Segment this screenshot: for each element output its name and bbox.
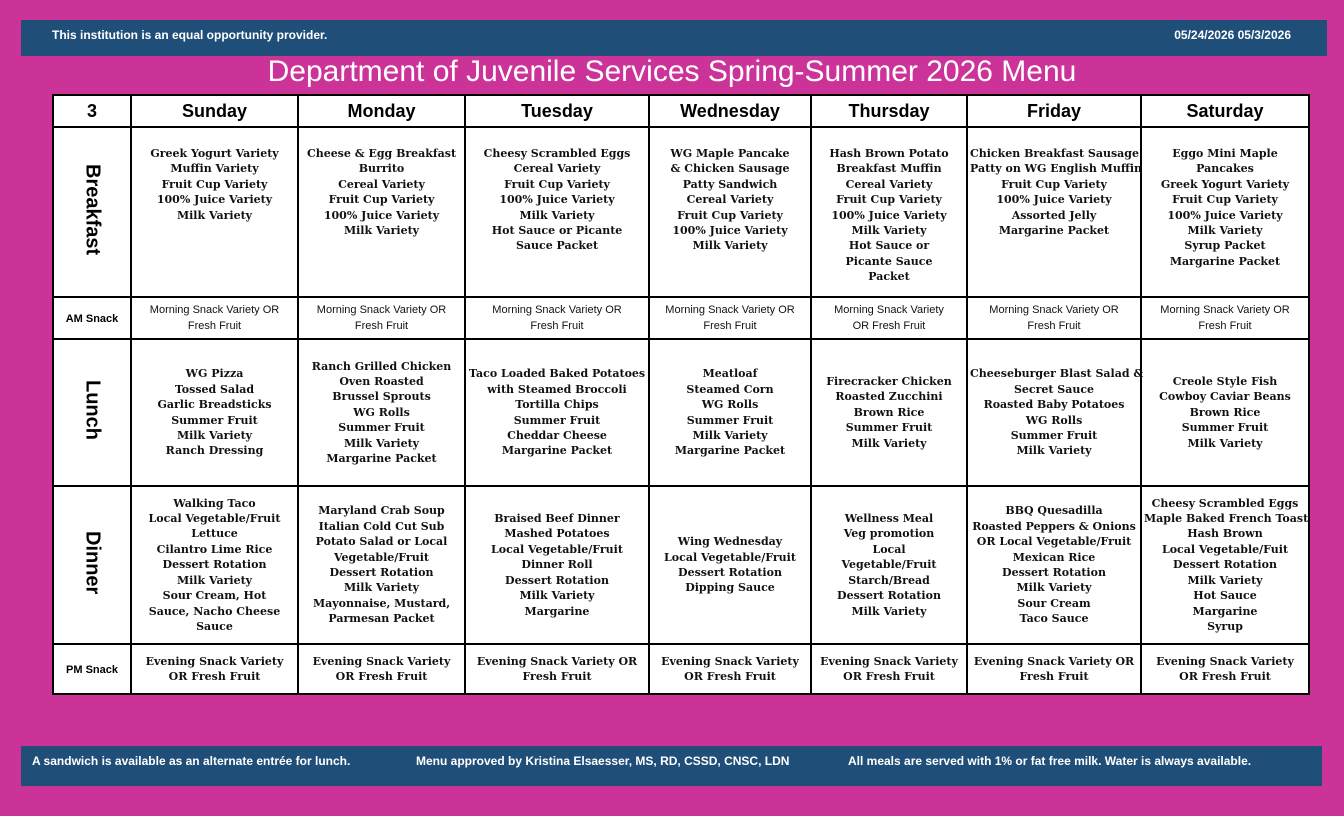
- menu-item: Dessert Rotation: [1173, 558, 1277, 572]
- menu-item: Fresh Fruit: [1019, 670, 1089, 683]
- menu-cell: [298, 297, 465, 339]
- menu-item: Milk Variety: [851, 224, 927, 238]
- menu-item: WG Rolls: [353, 405, 410, 419]
- menu-item: Assorted Jelly: [1011, 208, 1097, 222]
- menu-item: Fruit Cup Variety: [504, 177, 610, 191]
- menu-item: Milk Variety: [692, 239, 768, 253]
- menu-item: Fruit Cup Variety: [1172, 193, 1278, 207]
- menu-cell: [967, 339, 1144, 486]
- menu-item: Margarine Packet: [501, 444, 613, 458]
- menu-item: Garlic Breadsticks: [157, 398, 272, 412]
- menu-cell: [465, 339, 649, 486]
- menu-item: OR Fresh Fruit: [335, 670, 428, 683]
- menu-cell: [131, 339, 298, 486]
- menu-item: Summer Fruit: [845, 421, 933, 435]
- menu-row-pm-snack: [53, 644, 1309, 694]
- row-label-pm-snack: PM Snack: [66, 664, 118, 676]
- menu-item: 100% Juice Variety: [672, 224, 788, 238]
- menu-item: Tossed Salad: [174, 382, 255, 396]
- menu-item: Cheesy Scrambled Eggs: [483, 147, 631, 160]
- menu-item: Mayonnaise, Mustard,: [312, 596, 451, 610]
- menu-cell: [649, 486, 811, 644]
- menu-cell: [298, 486, 465, 644]
- menu-cell: [649, 297, 811, 339]
- menu-cell: [967, 486, 1141, 644]
- menu-item: Evening Snack Variety: [820, 655, 958, 668]
- menu-item: Patty Sandwich: [682, 177, 778, 191]
- menu-item: Breakfast Muffin: [836, 162, 942, 176]
- menu-item: Cilantro Lime Rice: [156, 542, 273, 556]
- menu-item: Starch/Bread: [848, 573, 930, 587]
- menu-item: & Chicken Sausage: [670, 162, 790, 176]
- menu-item: Morning Snack Variety OR: [316, 304, 447, 316]
- menu-item: Milk Variety: [343, 436, 420, 450]
- menu-dates: 05/24/2026 05/3/2026: [1174, 28, 1291, 42]
- menu-item: OR Fresh Fruit: [852, 320, 926, 332]
- row-label-dinner: Dinner: [81, 530, 104, 595]
- menu-item: Fresh Fruit: [530, 320, 584, 332]
- menu-cell: [131, 486, 298, 644]
- menu-item: OR Fresh Fruit: [684, 670, 776, 683]
- menu-item: Morning Snack Variety OR: [492, 304, 622, 316]
- menu-item: Mexican Rice: [1012, 550, 1096, 564]
- menu-cell: [1141, 127, 1309, 297]
- equal-opportunity-notice: This institution is an equal opportunity provider.: [52, 28, 328, 42]
- menu-item: Margarine Packet: [1169, 254, 1281, 268]
- menu-item: Tortilla Chips: [515, 398, 599, 412]
- menu-item: Margarine Packet: [998, 224, 1110, 238]
- menu-item: Fresh Fruit: [354, 320, 409, 332]
- menu-item: 100% Juice Variety: [156, 193, 273, 207]
- menu-item: Greek Yogurt Variety: [1160, 177, 1290, 191]
- menu-cell: [967, 644, 1141, 694]
- menu-item: 100% Juice Variety: [323, 208, 440, 222]
- row-label-cell: [53, 339, 131, 486]
- menu-item: Cowboy Caviar Beans: [1159, 390, 1291, 404]
- menu-item: Fresh Fruit: [1027, 320, 1081, 332]
- menu-item: Dessert Rotation: [505, 573, 609, 587]
- menu-item: OR Fresh Fruit: [168, 670, 261, 683]
- menu-item: Meatloaf: [702, 367, 758, 381]
- menu-item: Fruit Cup Variety: [677, 208, 783, 222]
- menu-item: Evening Snack Variety: [312, 655, 451, 668]
- menu-item: Summer Fruit: [171, 413, 258, 427]
- menu-item: Sour Cream: [1017, 596, 1091, 610]
- menu-item: Cheeseburger Blast Salad &: [970, 367, 1144, 381]
- menu-table: [52, 94, 1310, 695]
- menu-item: with Steamed Broccoli: [487, 382, 627, 396]
- menu-item: BBQ Quesadilla: [1005, 504, 1103, 518]
- menu-item: Roasted Zucchini: [835, 390, 943, 404]
- menu-item: Milk Variety: [1016, 444, 1092, 458]
- menu-item: Cheddar Cheese: [507, 428, 607, 442]
- menu-item: Summer Fruit: [1181, 421, 1269, 435]
- menu-item: Fruit Cup Variety: [161, 177, 268, 191]
- menu-cell: [298, 127, 465, 297]
- menu-cell: [1141, 297, 1309, 339]
- menu-cell: [1141, 486, 1309, 644]
- menu-row-dinner: [53, 486, 1309, 644]
- menu-item: Brussel Sprouts: [332, 390, 431, 404]
- day-header-saturday: Saturday: [1141, 95, 1309, 127]
- menu-item: Cereal Variety: [686, 193, 774, 207]
- menu-item: Milk Variety: [176, 428, 253, 442]
- menu-item: Greek Yogurt Variety: [150, 147, 279, 160]
- menu-item: Fresh Fruit: [187, 320, 242, 332]
- row-label-breakfast: Breakfast: [81, 163, 104, 256]
- menu-item: Italian Cold Cut Sub: [318, 519, 445, 533]
- menu-item: WG Rolls: [701, 398, 759, 412]
- menu-item: Morning Snack Variety OR: [149, 304, 280, 316]
- menu-item: Syrup Packet: [1184, 239, 1266, 253]
- menu-item: Cheesy Scrambled Eggs: [1151, 496, 1299, 510]
- menu-cell: [465, 644, 649, 694]
- menu-item: Evening Snack Variety OR: [973, 655, 1135, 668]
- menu-item: Milk Variety: [176, 573, 253, 587]
- menu-item: Margarine Packet: [326, 452, 437, 466]
- menu-item: 100% Juice Variety: [499, 193, 615, 207]
- menu-cell: [465, 486, 649, 644]
- menu-item: Hot Sauce or Picante: [491, 224, 623, 238]
- menu-item: Milk Variety: [343, 224, 420, 238]
- menu-item: WG Maple Pancake: [670, 147, 790, 160]
- menu-cell: [811, 486, 967, 644]
- menu-cell: [811, 127, 967, 297]
- menu-item: 100% Juice Variety: [1167, 208, 1283, 222]
- menu-item: Dessert Rotation: [678, 566, 782, 579]
- menu-item: Picante Sauce: [845, 254, 933, 268]
- menu-item: Firecracker Chicken: [826, 374, 952, 388]
- menu-cell: [811, 297, 967, 339]
- menu-item: Patty on WG English Muffin: [970, 162, 1143, 176]
- menu-item: Mashed Potatoes: [504, 527, 610, 541]
- menu-item: Evening Snack Variety: [1156, 655, 1294, 668]
- menu-item: Morning Snack Variety OR: [665, 304, 795, 316]
- menu-item: Sauce, Nacho Cheese: [148, 604, 281, 618]
- menu-item: Secret Sauce: [1013, 382, 1095, 396]
- day-header-thursday: Thursday: [811, 95, 967, 127]
- menu-item: Dessert Rotation: [837, 589, 941, 603]
- menu-item: Fruit Cup Variety: [328, 193, 435, 207]
- menu-item: Dessert Rotation: [162, 558, 267, 572]
- menu-item: Creole Style Fish: [1172, 374, 1278, 388]
- approval-note: Menu approved by Kristina Elsaesser, MS, RD, CSSD, CNSC, LDN: [416, 754, 790, 768]
- page-title: Department of Juvenile Services Spring-Summer 2026 Menu: [267, 55, 1077, 88]
- menu-cell: [298, 644, 465, 694]
- menu-item: Cheese & Egg Breakfast: [306, 147, 457, 160]
- menu-cell: [649, 127, 811, 297]
- milk-water-note: All meals are served with 1% or fat free milk. Water is always available.: [848, 754, 1252, 768]
- menu-item: Taco Sauce: [1019, 612, 1089, 626]
- menu-item: Evening Snack Variety: [661, 655, 799, 668]
- menu-item: Morning Snack Variety OR: [1160, 304, 1290, 316]
- menu-item: Milk Variety: [692, 428, 768, 442]
- menu-item: Summer Fruit: [338, 421, 425, 435]
- menu-item: Sauce Packet: [515, 239, 599, 253]
- row-label-lunch: Lunch: [81, 380, 104, 440]
- day-header-monday: Monday: [298, 95, 465, 127]
- menu-cell: [649, 339, 811, 486]
- menu-item: Local Vegetable/Fruit: [491, 542, 623, 556]
- menu-item: Milk Variety: [851, 436, 927, 450]
- menu-item: Local: [872, 542, 906, 556]
- menu-item: OR Fresh Fruit: [843, 670, 935, 683]
- menu-item: Fruit Cup Variety: [1001, 177, 1107, 191]
- menu-item: Potato Salad or Local: [315, 535, 448, 549]
- menu-row-lunch: [53, 339, 1309, 486]
- menu-item: WG Rolls: [1025, 413, 1083, 427]
- menu-item: Margarine: [1192, 604, 1258, 618]
- menu-item: Burrito: [358, 162, 405, 176]
- menu-cell: [465, 127, 649, 297]
- menu-item: Local Vegetable/Fuit: [1161, 542, 1289, 556]
- row-label-cell: [53, 127, 131, 297]
- menu-item: Morning Snack Variety: [834, 304, 944, 316]
- header-bar: [21, 20, 1327, 56]
- day-header-sunday: Sunday: [131, 95, 298, 127]
- menu-item: Milk Variety: [1187, 224, 1263, 238]
- menu-item: Dessert Rotation: [1002, 566, 1106, 579]
- menu-item: Milk Variety: [1187, 436, 1263, 450]
- menu-item: Oven Roasted: [339, 374, 424, 388]
- menu-cell: [1141, 339, 1309, 486]
- menu-item: Eggo Mini Maple: [1172, 147, 1278, 160]
- menu-item: Fresh Fruit: [1198, 320, 1252, 332]
- menu-cell: [811, 644, 967, 694]
- menu-item: Cereal Variety: [513, 162, 601, 176]
- menu-cell: [298, 339, 465, 486]
- menu-item: Packet: [868, 270, 910, 284]
- menu-item: Braised Beef Dinner: [494, 512, 620, 526]
- menu-item: Margarine: [524, 604, 590, 618]
- menu-cell: [811, 339, 967, 486]
- menu-item: 100% Juice Variety: [831, 208, 947, 222]
- menu-item: Vegetable/Fruit: [841, 558, 937, 572]
- menu-item: Local Vegetable/Fruit: [148, 512, 281, 526]
- menu-item: Vegetable/Fruit: [334, 550, 429, 564]
- menu-item: Roasted Baby Potatoes: [983, 398, 1125, 412]
- row-label-cell: [53, 644, 131, 694]
- menu-item: Summer Fruit: [1010, 428, 1098, 442]
- menu-item: 100% Juice Variety: [996, 193, 1112, 207]
- menu-item: Milk Variety: [519, 208, 595, 222]
- menu-cell: [131, 644, 298, 694]
- menu-item: Taco Loaded Baked Potatoes: [468, 367, 646, 381]
- menu-cell: [465, 297, 649, 339]
- menu-item: Cereal Variety: [845, 177, 933, 191]
- menu-item: OR Local Vegetable/Fruit: [976, 535, 1132, 549]
- menu-item: Veg promotion: [843, 527, 935, 541]
- menu-item: Milk Variety: [851, 604, 927, 618]
- sandwich-note: A sandwich is available as an alternate entrée for lunch.: [32, 754, 351, 768]
- menu-item: Dipping Sauce: [685, 581, 775, 595]
- menu-item: Wellness Meal: [844, 512, 934, 526]
- menu-item: Syrup: [1207, 619, 1243, 633]
- menu-item: Ranch Dressing: [165, 444, 264, 458]
- menu-body: [53, 127, 1309, 694]
- day-header-tuesday: Tuesday: [465, 95, 649, 127]
- menu-item: Roasted Peppers & Onions: [972, 519, 1136, 533]
- menu-item: Summer Fruit: [686, 413, 774, 427]
- menu-item: Hot Sauce or: [848, 239, 930, 253]
- menu-cell: [649, 644, 811, 694]
- menu-item: Milk Variety: [176, 208, 253, 222]
- menu-row-breakfast: [53, 127, 1309, 297]
- menu-item: Milk Variety: [1187, 573, 1263, 587]
- menu-item: Dessert Rotation: [329, 566, 434, 579]
- menu-item: Ranch Grilled Chicken: [311, 359, 452, 373]
- footer-bar: [21, 746, 1322, 786]
- menu-row-am-snack: [53, 297, 1309, 339]
- menu-item: Walking Taco: [173, 496, 256, 510]
- menu-item: Brown Rice: [853, 405, 925, 419]
- menu-item: Morning Snack Variety OR: [989, 304, 1119, 316]
- menu-item: Muffin Variety: [170, 162, 259, 176]
- menu-item: Dinner Roll: [521, 558, 593, 572]
- day-header-wednesday: Wednesday: [649, 95, 811, 127]
- row-label-cell: [53, 486, 131, 644]
- menu-cell: [131, 127, 298, 297]
- menu-item: Maple Baked French Toast: [1144, 512, 1309, 526]
- week-number: 3: [53, 95, 131, 127]
- menu-item: Fresh Fruit: [703, 320, 757, 332]
- menu-item: Lettuce: [191, 527, 238, 541]
- menu-item: Evening Snack Variety: [145, 655, 284, 668]
- row-label-cell: [53, 297, 131, 339]
- menu-item: Pancakes: [1196, 162, 1254, 176]
- menu-item: Hot Sauce: [1193, 589, 1257, 603]
- menu-cell: [1141, 644, 1309, 694]
- menu-item: Sauce: [196, 619, 233, 633]
- menu-item: Hash Brown: [1187, 527, 1263, 541]
- menu-item: Steamed Corn: [686, 382, 774, 396]
- menu-cell: [131, 297, 298, 339]
- menu-item: Milk Variety: [519, 589, 595, 603]
- menu-item: Wing Wednesday: [677, 535, 783, 549]
- menu-item: Margarine Packet: [674, 444, 786, 458]
- menu-item: Evening Snack Variety OR: [476, 655, 638, 668]
- menu-item: Local Vegetable/Fruit: [664, 550, 796, 564]
- menu-item: Chicken Breakfast Sausage: [970, 147, 1139, 160]
- menu-item: Milk Variety: [343, 581, 420, 595]
- row-label-am-snack: AM Snack: [65, 313, 119, 325]
- menu-cell: [967, 297, 1141, 339]
- header-row: [53, 95, 1309, 127]
- menu-item: WG Pizza: [185, 367, 244, 381]
- menu-item: Fruit Cup Variety: [836, 193, 942, 207]
- menu-item: Parmesan Packet: [328, 612, 435, 626]
- menu-item: Summer Fruit: [513, 413, 601, 427]
- menu-item: Milk Variety: [1016, 581, 1092, 595]
- menu-item: Sour Cream, Hot: [162, 589, 267, 603]
- menu-item: Hash Brown Potato: [829, 147, 949, 160]
- menu-item: Brown Rice: [1189, 405, 1261, 419]
- menu-item: OR Fresh Fruit: [1179, 670, 1271, 683]
- day-header-friday: Friday: [967, 95, 1141, 127]
- menu-item: Cereal Variety: [338, 177, 425, 191]
- menu-item: Maryland Crab Soup: [318, 504, 445, 518]
- menu-cell: [967, 127, 1141, 297]
- menu-item: Fresh Fruit: [522, 670, 592, 683]
